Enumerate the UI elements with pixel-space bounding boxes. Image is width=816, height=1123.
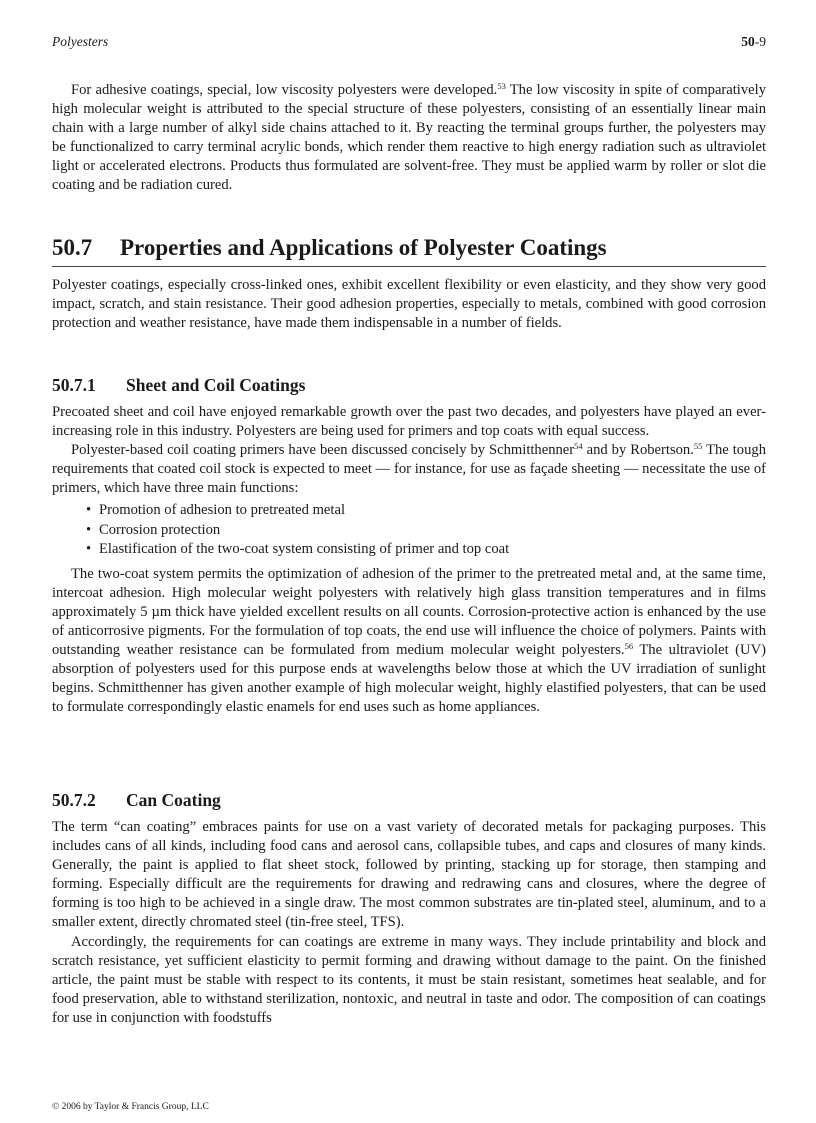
- paragraph-text: and by Robertson.: [582, 442, 694, 459]
- copyright-footer: © 2006 by Taylor & Francis Group, LLC: [52, 1102, 209, 1112]
- section-heading: [52, 234, 766, 267]
- reference-superscript: 54: [574, 441, 583, 452]
- primer-functions-list: [52, 501, 766, 558]
- bullet-icon: •: [86, 502, 92, 519]
- subsection-title: Can Coating: [126, 790, 221, 810]
- list-item: [86, 540, 766, 559]
- sheet-paragraph-1: Precoated sheet and coil have enjoyed remarkable growth over the past two decades, and polyesters have played an ever-increasing role in this industry. Polyesters are being used for primers and top coats with equal success.: [52, 404, 766, 440]
- section-number: 50.7: [52, 235, 93, 260]
- can-coating-body: [52, 818, 766, 1028]
- paragraph-text: Polyester-based coil coating primers have been discussed concisely by Schmitthenner: [71, 442, 575, 459]
- bullet-icon: •: [86, 521, 92, 538]
- paragraph-text: The low viscosity in spite of comparatively high molecular weight is attributed to the special structure of these polyesters, consisting of an essentially linear main chain with a large number of alkyl side chains attached to it. By reacting the terminal groups further, the polyesters may be functionalized to carry terminal acrylic bonds, which render them reactive to high energy radiation such as ultraviolet light or accelerated electrons. Products thus formulated are solvent-free. They must be applied warm by roller or slot die coating and be radiation cured.: [52, 82, 766, 194]
- sheet-paragraph-2: [52, 441, 766, 498]
- can-paragraph-2: Accordingly, the requirements for can coatings are extreme in many ways. They include printability and block and scratch resistance, yet sufficient elasticity to permit forming and drawing without damage to the paint. On the finished article, the paint must be stable with respect to its contents, it must be stain resistant, sometimes heat sealable, and for food preservation, able to withstand sterilization, nontoxic, and neutral in taste and odor. The composition of can coatings for use in conjunction with foodstuffs: [52, 933, 766, 1026]
- subsection-heading-sheet-coil: [52, 374, 305, 396]
- can-paragraph-1: The term “can coating” embraces paints for use on a vast variety of decorated metals for packaging purposes. This includes cans of all kinds, including food cans and aerosol cans, collapsible tubes, and caps and closures of many kinds. Generally, the paint is applied to flat sheet stock, followed by printing, stacking up for storage, then stamping and forming. Especially difficult are the requirements for drawing and redrawing cans and closures, where the degree of forming is too high to be achieved in a single draw. The most common substrates are tin-plated steel, aluminum, and to a smaller extent, directly chromated steel (tin-free steel, TFS).: [52, 819, 766, 931]
- reference-superscript: 55: [693, 441, 703, 452]
- subsection-heading-can-coating: [52, 789, 221, 811]
- paragraph-text: The tough requirements that coated coil stock is expected to meet — for instance, for use as façade sheeting — necessitate the use of primers, which have three main functions:: [52, 442, 766, 497]
- reference-superscript: 53: [497, 81, 506, 91]
- section-intro-paragraph: Polyester coatings, especially cross-linked ones, exhibit excellent flexibility or even elasticity, and they show very good impact, scratch, and stain resistance. Their good adhesion properties, especially to metals, combined with good corrosion protection and weather resistance, have made them indispensable in a number of fields.: [52, 277, 766, 332]
- sheet-coil-body: [52, 403, 766, 718]
- running-head: [52, 34, 766, 54]
- page-number: [741, 34, 766, 50]
- section-title: Properties and Applications of Polyester Coatings: [120, 235, 607, 260]
- subsection-number: 50.7.1: [52, 375, 96, 395]
- bullet-icon: •: [86, 540, 92, 557]
- reference-superscript: 56: [624, 641, 634, 652]
- list-item: [86, 501, 766, 520]
- list-item-text: Elastification of the two-coat system consisting of primer and top coat: [99, 540, 510, 557]
- paragraph-text: The two-coat system permits the optimization of adhesion of the primer to the pretreated metal and, at the same time, intercoat adhesion. High molecular weight polyesters with relatively high glass transition temperatures and in films approximately 5 µm thick have yielded excellent results on all counts. Corrosion-protective action is enhanced by the use of anticorrosive pigments. For the formulation of top coats, the end use will influence the choice of polymers. Paints with outstanding weather resistance can be formulated from medium molecular weight polyesters.: [52, 565, 766, 659]
- adhesive-coatings-paragraph: [52, 81, 766, 196]
- paragraph-text: For adhesive coatings, special, low viscosity polyesters were developed.: [71, 82, 498, 98]
- list-item-text: Corrosion protection: [99, 521, 221, 538]
- list-item-text: Promotion of adhesion to pretreated metal: [99, 502, 345, 519]
- running-title: Polyesters: [52, 34, 109, 49]
- paragraph-text: The ultraviolet (UV) absorption of polyesters used for this purpose ends at wavelengths below those at which the UV irradiation of sunlight begins. Schmitthenner has given another example of high molecular weight, highly elastified polyesters, that can be used to formulate correspondingly elastic enamels for end uses such as home appliances.: [52, 642, 766, 716]
- subsection-number: 50.7.2: [52, 790, 96, 810]
- page-number-suffix: -9: [754, 34, 766, 49]
- chapter-number: 50: [741, 34, 755, 49]
- list-item: [86, 521, 766, 540]
- subsection-title: Sheet and Coil Coatings: [126, 375, 306, 395]
- sheet-paragraph-3: [52, 565, 766, 718]
